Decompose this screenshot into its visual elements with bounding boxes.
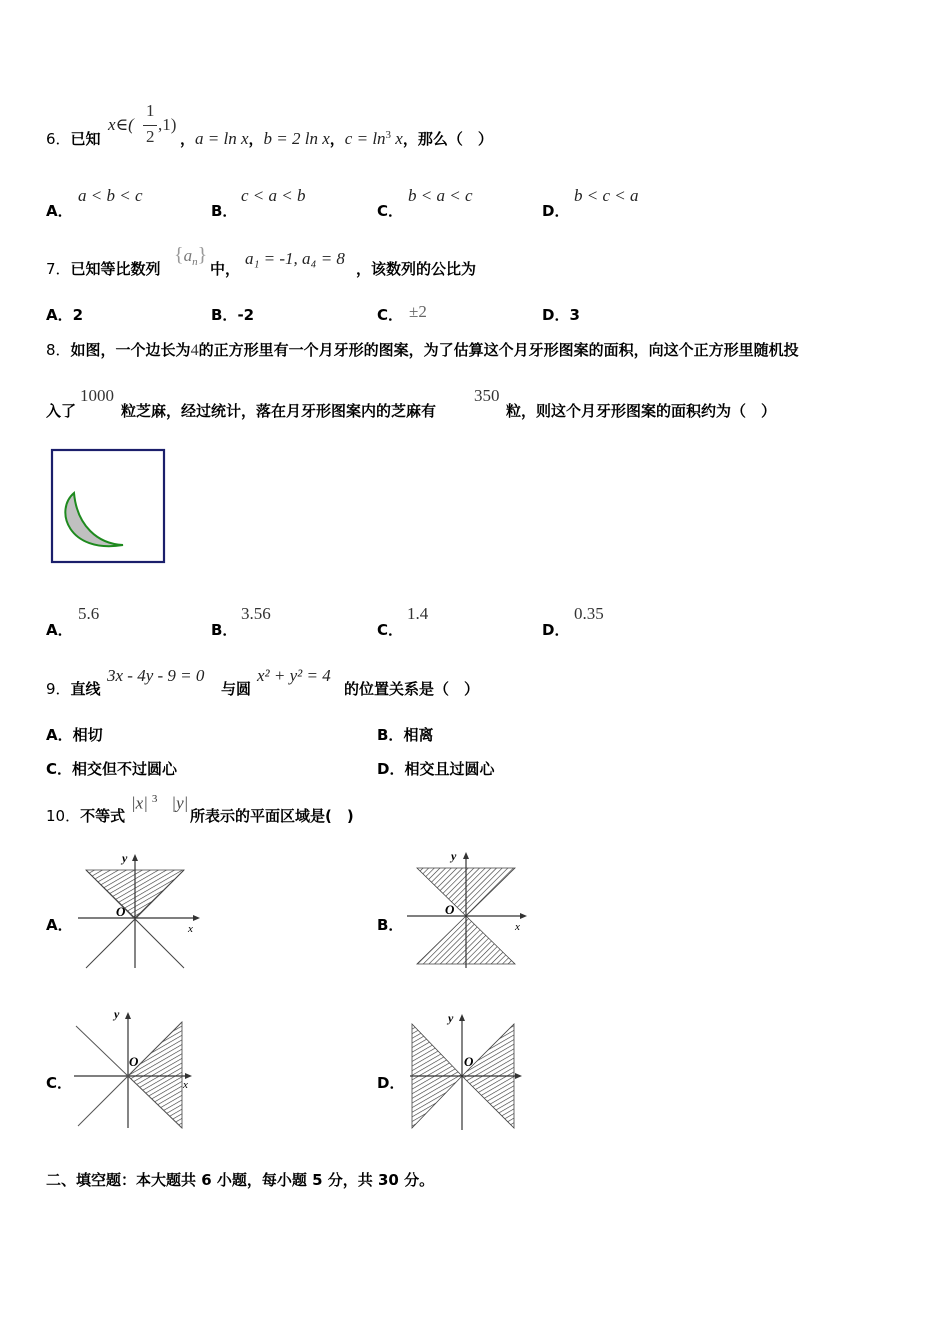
- q10-graph-a: [76, 848, 206, 970]
- option-letter: D．: [377, 760, 405, 778]
- q8-option-c[interactable]: [377, 619, 403, 640]
- y-arrow-icon: [132, 854, 138, 861]
- option-letter: C．: [46, 1074, 73, 1092]
- q7-option-a[interactable]: [46, 304, 83, 325]
- option-letter: B．: [211, 306, 238, 324]
- q8-inside: 350: [474, 386, 500, 405]
- q6-number: 6．: [46, 130, 71, 148]
- q7-seq: a: [183, 246, 193, 265]
- option-text: -2: [237, 306, 255, 324]
- option-letter: A．: [46, 726, 73, 744]
- q10-option-d[interactable]: [377, 1072, 404, 1093]
- q6-prefix: 已知: [70, 130, 101, 148]
- x-arrow-icon: [193, 915, 200, 921]
- q10-graph-d: [408, 1008, 532, 1132]
- q6-suffix: ，那么（ ）: [402, 130, 493, 148]
- q7-option-d[interactable]: [542, 304, 580, 325]
- q8-line1: [46, 339, 799, 360]
- q8-total: 1000: [80, 386, 114, 405]
- option-letter: B．: [377, 916, 404, 934]
- q8-option-b-text: 3.56: [241, 604, 271, 623]
- q8-line1-a: 如图，一个边长为: [70, 341, 191, 359]
- q6-c-end: x: [391, 129, 403, 148]
- q7-prefix: 已知等比数列: [70, 260, 161, 278]
- option-letter: C．: [377, 306, 404, 324]
- q6-option-c-text: b < a < c: [408, 186, 473, 205]
- q10-option-b[interactable]: [377, 914, 403, 935]
- option-text: 相交且过圆心: [404, 760, 495, 778]
- q9-option-c[interactable]: [46, 758, 177, 779]
- axis-label-x: x: [183, 1079, 188, 1091]
- option-letter: D．: [542, 306, 570, 324]
- section2-title: 二、填空题：本大题共 6 小题，每小题 5 分，共 30 分。: [46, 1171, 435, 1189]
- q10-stem: [46, 805, 125, 826]
- q6-option-a[interactable]: [46, 200, 73, 221]
- origin-label: O: [129, 1054, 139, 1069]
- option-letter: B．: [377, 726, 404, 744]
- q8-figure: [50, 448, 168, 566]
- option-text: 相切: [72, 726, 103, 744]
- q9-number: 9．: [46, 680, 71, 698]
- option-letter: C．: [46, 760, 73, 778]
- x-arrow-icon: [520, 913, 527, 919]
- q9-prefix: 直线: [70, 680, 101, 698]
- q10-prefix: 不等式: [80, 807, 126, 825]
- q6-option-a-text: a < b < c: [78, 186, 143, 205]
- q6-a-def: a = ln x: [195, 129, 249, 148]
- q6-option-d-text: b < c < a: [574, 186, 639, 205]
- option-letter: A．: [46, 916, 73, 934]
- q7-option-c[interactable]: [377, 304, 403, 325]
- q9-line-eq: 3x - 4y - 9 = 0: [107, 666, 205, 685]
- q6-b-def: b = 2 ln x: [263, 129, 330, 148]
- q9-circle-eq: x² + y² = 4: [257, 666, 331, 685]
- q9-option-d[interactable]: [377, 758, 494, 779]
- q10-ineq-right: |y|: [171, 793, 189, 813]
- q7-stem: [46, 258, 161, 279]
- q6-c-def: c = ln: [344, 129, 386, 148]
- q6-option-b[interactable]: [211, 200, 237, 221]
- q6-option-d[interactable]: [542, 200, 569, 221]
- axis-label-y: y: [451, 849, 457, 863]
- origin-label: O: [116, 904, 126, 919]
- axis-label-y: y: [448, 1011, 454, 1025]
- q9-option-a[interactable]: [46, 724, 103, 745]
- option-letter: A．: [46, 202, 73, 220]
- q6-c-sup: 3: [385, 129, 392, 141]
- q7-option-b[interactable]: [211, 304, 254, 325]
- q10-graph-b: [403, 848, 533, 970]
- q7-mid: 中，: [210, 260, 241, 278]
- q6-option-c[interactable]: [377, 200, 403, 221]
- option-text: 相交但不过圆心: [72, 760, 178, 778]
- y-arrow-icon: [125, 1012, 131, 1019]
- q8-line2-a: 入了: [46, 402, 77, 420]
- axis-label-x: x: [515, 921, 520, 933]
- q9-stem: [46, 678, 101, 699]
- x-arrow-icon: [515, 1073, 522, 1079]
- q9-option-b[interactable]: [377, 724, 433, 745]
- axis-label-y: y: [114, 1007, 120, 1021]
- q10-number: 10．: [46, 807, 81, 825]
- option-text: 相离: [403, 726, 434, 744]
- q6-defs: ，a = ln x，b = 2 ln x，$c = \ln^3 x$，那么（ ）: [180, 129, 493, 148]
- q10-inequality: [131, 793, 188, 813]
- q7-sequence: $\{a_n\}$: [174, 244, 208, 269]
- y-arrow-icon: [463, 852, 469, 859]
- q6-stem: [46, 128, 101, 149]
- q7-suffix: ，该数列的公比为: [356, 260, 477, 278]
- q7-number: 7．: [46, 260, 71, 278]
- option-letter: D．: [377, 1074, 405, 1092]
- option-letter: D．: [542, 621, 570, 639]
- q10-option-c[interactable]: [46, 1072, 72, 1093]
- q6-cond-end: ,1): [158, 115, 177, 134]
- q10-graph-c: [72, 1006, 202, 1130]
- origin-label: O: [464, 1054, 474, 1069]
- q7-option-c-text: ±2: [409, 302, 427, 321]
- option-letter: D．: [542, 202, 570, 220]
- q6-option-b-text: c < a < b: [241, 186, 306, 205]
- q8-option-d[interactable]: [542, 619, 569, 640]
- q8-line1-b: 的正方形里有一个月牙形的图案，为了估算这个月牙形图案的面积，向这个正方形里随机投: [198, 341, 799, 359]
- q8-option-b[interactable]: [211, 619, 237, 640]
- origin-label: O: [445, 902, 455, 917]
- option-letter: B．: [211, 621, 238, 639]
- q6-frac-bar: [143, 125, 157, 126]
- option-letter: B．: [211, 202, 238, 220]
- option-letter: A．: [46, 621, 73, 639]
- option-letter: A．: [46, 306, 73, 324]
- q8-line2-c: 粒，则这个月牙形图案的面积约为（ ）: [506, 402, 777, 420]
- option-text: 2: [72, 306, 84, 324]
- q10-ineq-sym: 3: [151, 793, 158, 805]
- shaded-region: [128, 1022, 182, 1128]
- option-letter: C．: [377, 621, 404, 639]
- q7-condition: a₁ = -1, a₄ = 8: [245, 249, 345, 268]
- q10-suffix: 所表示的平面区域是( ): [190, 807, 354, 825]
- axis-label-y: y: [122, 851, 128, 865]
- q6-cond-start: x∈(: [108, 115, 134, 134]
- q8-option-a-text: 5.6: [78, 604, 100, 623]
- q9-suffix: 的位置关系是（ ）: [344, 680, 480, 698]
- y-arrow-icon: [459, 1014, 465, 1021]
- q6-frac-num: 1: [146, 101, 155, 120]
- q8-option-a[interactable]: [46, 619, 73, 640]
- option-letter: C．: [377, 202, 404, 220]
- q8-option-c-text: 1.4: [407, 604, 429, 623]
- q8-option-d-text: 0.35: [574, 604, 604, 623]
- q9-mid: 与圆: [221, 680, 252, 698]
- q10-ineq-left: |x|: [131, 793, 148, 813]
- q7-seq-sub: n: [192, 256, 198, 269]
- option-text: 3: [569, 306, 580, 324]
- axis-label-x: x: [188, 923, 193, 935]
- q10-option-a[interactable]: [46, 914, 73, 935]
- q8-number: 8．: [46, 341, 71, 359]
- q8-line2-b: 粒芝麻，经过统计，落在月牙形图案内的芝麻有: [121, 402, 437, 420]
- q8-side: 4: [190, 342, 199, 359]
- q6-frac-den: 2: [146, 127, 155, 146]
